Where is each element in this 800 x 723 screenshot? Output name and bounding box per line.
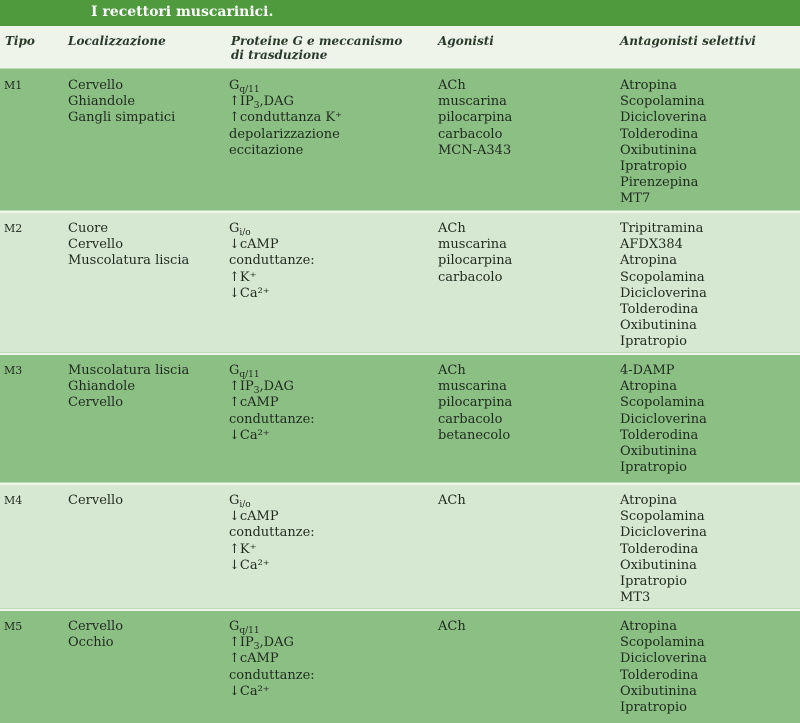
meccanismo-item — [229, 237, 315, 253]
agonista-item: pilocarpina — [438, 253, 513, 269]
antagonista-item: Oxibutinina — [620, 683, 697, 699]
g-protein-sub: q/11 — [239, 85, 260, 95]
meccanismo-text-post: ,DAG — [259, 94, 294, 110]
cell-antagonisti — [620, 221, 707, 351]
agonista-item: carbacolo — [438, 269, 503, 285]
meccanismo-text: ↓Ca²⁺ — [229, 683, 270, 699]
antagonista-item: Scopolamina — [620, 509, 705, 525]
antagonista-item: Oxibutinina — [620, 443, 697, 459]
antagonista-item: Atropina — [620, 493, 678, 508]
cell-antagonisti — [620, 619, 707, 716]
localizzazione-item: Cervello — [68, 493, 124, 508]
meccanismo-item — [229, 412, 315, 428]
meccanismo-item — [229, 525, 315, 541]
cell-tipo: M4 — [4, 494, 23, 507]
cell-agonisti — [438, 363, 512, 444]
antagonista-item: Dicicloverina — [620, 411, 707, 427]
meccanismo-text: ↑K⁺ — [229, 541, 257, 557]
antagonista-item: Atropina — [620, 78, 678, 93]
cell-meccanismo — [229, 78, 342, 159]
g-protein-base: G — [229, 221, 240, 236]
antagonista-item: Pirenzepina — [620, 175, 699, 191]
antagonista-item: Ipratropio — [620, 334, 687, 350]
meccanismo-item — [229, 428, 315, 444]
cell-meccanismo — [229, 363, 315, 444]
antagonista-item: Oxibutinina — [620, 318, 697, 334]
agonista-item: carbacolo — [438, 126, 503, 142]
meccanismo-text: ↓cAMP — [229, 237, 279, 253]
header-localizzazione: Localizzazione — [68, 34, 166, 48]
meccanismo-item — [229, 668, 315, 684]
antagonista-item: Dicicloverina — [620, 525, 707, 541]
meccanismo-text: ↑cAMP — [229, 651, 279, 667]
meccanismo-item — [229, 635, 315, 651]
table-row — [0, 212, 800, 352]
antagonista-item: Tolderodina — [620, 301, 699, 317]
meccanismo-text: ↑IP — [229, 379, 254, 395]
meccanismo-text-post: ,DAG — [259, 379, 294, 395]
header-tipo: Tipo — [5, 34, 35, 48]
meccanismo-item — [229, 395, 315, 411]
antagonista-item: Ipratropio — [620, 573, 687, 589]
meccanismo-subscript: 3 — [253, 386, 260, 397]
row-separator — [0, 353, 800, 355]
table-row — [0, 610, 800, 723]
antagonista-item: Scopolamina — [620, 395, 705, 411]
header-proteine-line2: di trasduzione — [231, 48, 328, 62]
cell-tipo: M2 — [4, 222, 23, 235]
cell-localizzazione — [68, 221, 189, 270]
table-row — [0, 69, 800, 210]
row-separator — [0, 483, 800, 485]
meccanismo-text: conduttanze: — [229, 253, 315, 269]
localizzazione-item: Ghiandole — [68, 379, 136, 395]
antagonista-item: 4-DAMP — [620, 363, 675, 378]
localizzazione-item: Cervello — [68, 78, 124, 93]
antagonista-item: Tripitramina — [620, 221, 704, 236]
meccanismo-item — [229, 684, 315, 700]
table-row — [0, 354, 800, 482]
cell-tipo: M1 — [4, 79, 23, 92]
cell-antagonisti — [620, 363, 707, 476]
cell-agonisti — [438, 619, 466, 635]
agonista-item: pilocarpina — [438, 395, 513, 411]
meccanismo-item — [229, 651, 315, 667]
cell-tipo: M3 — [4, 364, 23, 377]
agonista-item: ACh — [438, 221, 466, 236]
meccanismo-text: ↑conduttanza K⁺ — [229, 110, 342, 126]
agonista-item: muscarina — [438, 379, 507, 395]
cell-antagonisti — [620, 78, 707, 208]
meccanismo-item — [229, 110, 342, 126]
agonista-item: ACh — [438, 619, 466, 634]
antagonista-item: Dicicloverina — [620, 285, 707, 301]
localizzazione-item: Occhio — [68, 635, 114, 651]
localizzazione-item: Muscolatura liscia — [68, 253, 190, 269]
meccanismo-text: ↓Ca²⁺ — [229, 285, 270, 301]
cell-meccanismo — [229, 619, 315, 700]
header-proteine-line1: Proteine G e meccanismo — [231, 34, 403, 48]
agonista-item: muscarina — [438, 237, 507, 253]
cell-meccanismo — [229, 493, 315, 574]
header-agonisti: Agonisti — [438, 34, 494, 48]
cell-antagonisti — [620, 493, 707, 606]
header-proteine — [231, 34, 402, 62]
table-title: I recettori muscarinici. — [91, 4, 274, 20]
meccanismo-item — [229, 253, 315, 269]
antagonista-item: Scopolamina — [620, 635, 705, 651]
meccanismo-item — [229, 270, 315, 286]
antagonista-item: Oxibutinina — [620, 557, 697, 573]
meccanismo-text: eccitazione — [229, 142, 304, 158]
table-header — [0, 26, 800, 68]
antagonista-item: MT3 — [620, 590, 651, 606]
meccanismo-text: ↓Ca²⁺ — [229, 557, 270, 573]
antagonista-item: Atropina — [620, 253, 678, 269]
localizzazione-item: Ghiandole — [68, 94, 136, 110]
antagonista-item: Dicicloverina — [620, 110, 707, 126]
g-protein — [229, 493, 315, 509]
localizzazione-item: Cervello — [68, 619, 124, 634]
g-protein — [229, 221, 315, 237]
cell-agonisti — [438, 221, 512, 286]
agonista-item: carbacolo — [438, 411, 503, 427]
header-antagonisti: Antagonisti selettivi — [620, 34, 756, 48]
g-protein-sub: i/o — [239, 500, 251, 510]
antagonista-item: Ipratropio — [620, 158, 687, 174]
cell-agonisti — [438, 78, 512, 159]
antagonista-item: Ipratropio — [620, 699, 687, 715]
localizzazione-item: Cervello — [68, 237, 124, 253]
meccanismo-text-post: ,DAG — [259, 635, 294, 651]
antagonista-item: Tolderodina — [620, 126, 699, 142]
g-protein-sub: i/o — [239, 228, 251, 238]
agonista-item: ACh — [438, 78, 466, 93]
meccanismo-item — [229, 127, 342, 143]
meccanismo-item — [229, 143, 342, 159]
antagonista-item: MT7 — [620, 191, 651, 207]
g-protein — [229, 619, 315, 635]
cell-meccanismo — [229, 221, 315, 302]
antagonista-item: Tolderodina — [620, 427, 699, 443]
g-protein — [229, 78, 342, 94]
localizzazione-item: Cuore — [68, 221, 109, 236]
cell-localizzazione — [68, 363, 189, 412]
meccanismo-subscript: 3 — [253, 101, 260, 112]
antagonista-item: AFDX384 — [620, 237, 683, 253]
meccanismo-text: ↓Ca²⁺ — [229, 427, 270, 443]
localizzazione-item: Muscolatura liscia — [68, 363, 190, 378]
meccanismo-item — [229, 542, 315, 558]
g-protein-sub: q/11 — [239, 370, 260, 380]
meccanismo-item — [229, 558, 315, 574]
meccanismo-item — [229, 509, 315, 525]
meccanismo-text: ↑cAMP — [229, 395, 279, 411]
agonista-item: ACh — [438, 363, 466, 378]
meccanismo-text: conduttanze: — [229, 667, 315, 683]
agonista-item: muscarina — [438, 94, 507, 110]
meccanismo-text: ↑IP — [229, 94, 254, 110]
g-protein-base: G — [229, 78, 240, 93]
row-separator — [0, 609, 800, 611]
title-bar — [0, 0, 800, 26]
cell-localizzazione — [68, 493, 123, 509]
g-protein — [229, 363, 315, 379]
meccanismo-subscript: 3 — [253, 642, 260, 653]
antagonista-item: Ipratropio — [620, 460, 687, 476]
g-protein-sub: q/11 — [239, 626, 260, 636]
meccanismo-text: conduttanze: — [229, 525, 315, 541]
antagonista-item: Scopolamina — [620, 269, 705, 285]
antagonista-item: Tolderodina — [620, 541, 699, 557]
meccanismo-text: ↓cAMP — [229, 509, 279, 525]
localizzazione-item: Gangli simpatici — [68, 110, 176, 126]
antagonista-item: Dicicloverina — [620, 651, 707, 667]
cell-tipo: M5 — [4, 620, 23, 633]
meccanismo-text: ↑IP — [229, 635, 254, 651]
g-protein-base: G — [229, 363, 240, 378]
cell-agonisti — [438, 493, 466, 509]
agonista-item: ACh — [438, 493, 466, 508]
antagonista-item: Scopolamina — [620, 94, 705, 110]
localizzazione-item: Cervello — [68, 395, 124, 411]
g-protein-base: G — [229, 493, 240, 508]
g-protein-base: G — [229, 619, 240, 634]
meccanismo-text: conduttanze: — [229, 411, 315, 427]
antagonista-item: Tolderodina — [620, 667, 699, 683]
meccanismo-text: ↑K⁺ — [229, 269, 257, 285]
agonista-item: MCN-A343 — [438, 142, 512, 158]
meccanismo-item — [229, 94, 342, 110]
antagonista-item: Oxibutinina — [620, 142, 697, 158]
cell-localizzazione — [68, 619, 123, 651]
antagonista-item: Atropina — [620, 619, 678, 634]
meccanismo-item — [229, 286, 315, 302]
table-row — [0, 484, 800, 608]
antagonista-item: Atropina — [620, 379, 678, 395]
meccanismo-text: depolarizzazione — [229, 126, 340, 142]
row-separator — [0, 211, 800, 213]
agonista-item: betanecolo — [438, 427, 511, 443]
meccanismo-item — [229, 379, 315, 395]
cell-localizzazione — [68, 78, 175, 127]
agonista-item: pilocarpina — [438, 110, 513, 126]
